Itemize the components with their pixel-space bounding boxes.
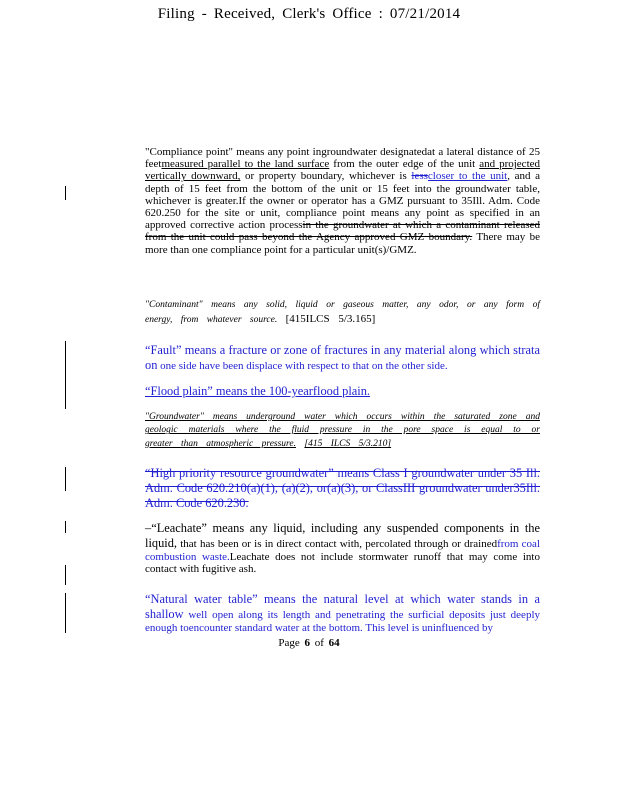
change-bar: [65, 565, 66, 585]
text: There may be more than one compliance point for a particular unit(s)/GMZ.: [145, 231, 540, 256]
compliance-point-definition: [145, 146, 540, 256]
filing-header: Filing - Received, Clerk's Office : 07/21/2014: [157, 6, 461, 22]
text: "Groundwater" means underground water which occurs within the saturated zone and geologic materials where the fluid pressure in the pore space is equal to or greater than atmospheric pressure.: [145, 412, 540, 449]
natural-water-table-definition: [145, 592, 540, 634]
inserted-text: from coal combustion waste.: [145, 538, 540, 563]
text: at a lateral distance of 25 feet: [145, 146, 540, 171]
citation: [415ILCS 5/3.165]: [285, 312, 376, 325]
flood-plain-definition: [145, 384, 540, 399]
text: "Compliance point" means any point in: [145, 146, 322, 158]
page-number: 6: [304, 637, 310, 649]
text: from the outer edge of the unit: [329, 158, 480, 171]
inserted-text: closer to the unit: [427, 170, 508, 183]
inserted-text: and projected vertically downward,: [145, 158, 541, 183]
high-priority-definition: [145, 466, 540, 511]
contaminant-definition: [145, 299, 540, 327]
text: designated: [376, 146, 428, 158]
text: well open along its length and penetrating the surficial deposits just deeply enough to: [145, 609, 540, 634]
text: or property boundary, whichever is: [240, 170, 412, 183]
groundwater-definition: [145, 411, 540, 451]
text: "Contaminant" means any solid, liquid or gaseous matter, any odor, or any form of energy, from whatever source.: [145, 300, 540, 325]
deleted-text: “High priority resource groundwater” means Class I groundwater under 35 Ill. Adm. Code 620.210(a)(1), (a)(2), or(a)(3), or ClassIII groundwater under35Ill. Adm. Code 620.230.: [145, 466, 540, 510]
change-bar: [65, 521, 66, 533]
change-bar: [65, 467, 66, 491]
change-bar: [65, 186, 66, 200]
text: , and a depth of 15 feet from the bottom of the unit or 15 feet into the groundwater table, whichever is: [145, 170, 541, 207]
leachate-definition: [145, 521, 540, 575]
text: encounter standard water at the bottom. This level is uninfluenced by: [188, 622, 494, 634]
fault-definition: [145, 343, 540, 373]
deleted-text: in the groundwater at which a contaminant released from the unit could pass beyond the Agency approved GMZ boundary.: [145, 219, 540, 244]
citation: [415 ILCS 5/3.210]: [304, 438, 392, 449]
text: one side have been displace with respect to that on the other side.: [160, 360, 448, 372]
text: “Fault” means a fracture or zone of fractures in any material along which strata on: [145, 343, 540, 372]
deleted-text: less: [411, 170, 428, 183]
text: groundwater: [321, 146, 377, 158]
page-total: 64: [328, 637, 340, 649]
page-footer: [0, 637, 618, 649]
inserted-text: measured parallel to the land surface: [161, 158, 330, 171]
text: “Natural water table” means the natural level at which water stands in a shallow: [145, 592, 540, 621]
text: the owner or operator has a GMZ pursuant to 35Ill. Adm. Code 620.250 for the site or unit, compliance point means any point as specified in an approved corrective action process: [145, 194, 540, 232]
text: –: [145, 521, 152, 535]
text: that has been or is in direct contact with, percolated through or drained: [177, 538, 498, 550]
text: Leachate does not include stormwater runoff that may come into contact with fugitive ash.: [145, 551, 540, 576]
inserted-text: “Flood plain” means the 100-yearflood plain.: [145, 384, 371, 398]
text: greater.If: [205, 194, 246, 207]
text: “Leachate” means any liquid, including any suspended components in the liquid,: [145, 521, 540, 550]
page-of: of: [314, 637, 324, 649]
page-label: Page: [278, 637, 300, 649]
change-bar: [65, 593, 66, 633]
change-bar: [65, 341, 66, 409]
